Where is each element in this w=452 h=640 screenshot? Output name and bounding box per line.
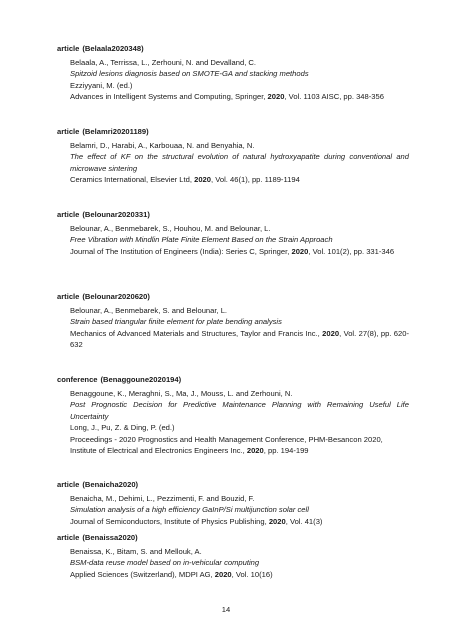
entry-year: 2020 bbox=[246, 446, 264, 456]
entry-type: article bbox=[57, 127, 80, 136]
entry-heading bbox=[57, 126, 409, 137]
entry-publication: Institute of Electrical and Electronics Engineers Inc., 2020, pp. 194-199 bbox=[70, 446, 309, 456]
entry-type: article bbox=[57, 480, 80, 489]
bib-entry bbox=[57, 126, 409, 186]
entry-title: The effect of KF on the structural evolution of natural hydroxyapatite during conventional and microwave sintering bbox=[70, 152, 409, 173]
entry-key: (Benaicha2020) bbox=[82, 480, 139, 489]
entry-editors: Ezziyyani, M. (ed.) bbox=[70, 80, 133, 90]
entry-heading bbox=[57, 532, 409, 543]
entry-title: Post Prognostic Decision for Predictive Maintenance Planning with Remaining Useful Life Uncertainty bbox=[70, 400, 409, 421]
entry-type: conference bbox=[57, 375, 98, 384]
entry-publication: Mechanics of Advanced Materials and Structures, Taylor and Francis Inc., 2020, Vol. 27(8), pp. 620-632 bbox=[70, 328, 410, 350]
entry-authors: Benaicha, M., Dehimi, L., Pezzimenti, F. and Bouzid, F. bbox=[70, 494, 255, 503]
entry-publication: Advances in Intelligent Systems and Computing, Springer, 2020, Vol. 1103 AISC, pp. 348-356 bbox=[70, 92, 384, 102]
bib-entry bbox=[57, 532, 409, 580]
bib-entry bbox=[57, 43, 409, 103]
entry-type: article bbox=[57, 292, 80, 301]
entry-type: article bbox=[57, 44, 80, 53]
entry-proceedings: Proceedings - 2020 Prognostics and Health Management Conference, PHM-Besancon 2020, bbox=[70, 434, 383, 444]
entry-title: BSM-data reuse model based on in-vehicular computing bbox=[70, 558, 260, 568]
bib-entry bbox=[57, 374, 409, 456]
entry-publication: Journal of Semiconductors, Institute of Physics Publishing, 2020, Vol. 41(3) bbox=[70, 516, 323, 526]
entry-type: article bbox=[57, 210, 80, 219]
entry-authors: Belounar, A., Benmebarek, S. and Belounar, L. bbox=[70, 306, 228, 315]
entry-key: (Belaala2020348) bbox=[82, 44, 144, 53]
entry-year: 2020 bbox=[214, 569, 232, 579]
entry-key: (Belounar2020620) bbox=[82, 292, 150, 301]
entry-year: 2020 bbox=[291, 246, 309, 256]
entry-authors: Belounar, A., Benmebarek, S., Houhou, M. and Belounar, L. bbox=[70, 224, 271, 233]
bib-entry bbox=[57, 209, 409, 257]
entry-key: (Belounar2020331) bbox=[82, 210, 150, 219]
entry-year: 2020 bbox=[322, 328, 340, 338]
entry-authors: Belamri, D., Harabi, A., Karbouaa, N. and Benyahia, N. bbox=[70, 141, 255, 150]
entry-key: (Benaissa2020) bbox=[82, 533, 138, 542]
entry-heading bbox=[57, 291, 409, 302]
entry-title: Free Vibration with Mindlin Plate Finite Element Based on the Strain Approach bbox=[70, 235, 333, 245]
entry-year: 2020 bbox=[194, 175, 211, 185]
entry-heading bbox=[57, 43, 409, 54]
entry-key: (Benaggoune2020194) bbox=[100, 375, 182, 384]
entry-type: article bbox=[57, 533, 80, 542]
entry-year: 2020 bbox=[268, 516, 286, 526]
bib-entry bbox=[57, 479, 409, 527]
entry-authors: Benaggoune, K., Meraghni, S., Ma, J., Mouss, L. and Zerhouni, N. bbox=[70, 389, 293, 398]
entry-editors: Long, J., Pu, Z. & Ding, P. (ed.) bbox=[70, 423, 175, 433]
entry-year: 2020 bbox=[267, 92, 285, 102]
entry-heading bbox=[57, 374, 409, 385]
entry-authors: Benaissa, K., Bitam, S. and Mellouk, A. bbox=[70, 547, 202, 556]
entry-publication: Journal of The Institution of Engineers (India): Series C, Springer, 2020, Vol. 101(2), pp. 331-346 bbox=[70, 246, 395, 256]
entry-heading bbox=[57, 209, 409, 220]
bib-entry bbox=[57, 291, 409, 351]
entry-title: Spitzoid lesions diagnosis based on SMOTE-GA and stacking methods bbox=[70, 69, 309, 79]
entry-publication: Applied Sciences (Switzerland), MDPI AG, 2020, Vol. 10(16) bbox=[70, 569, 273, 579]
entry-key: (Belamri20201189) bbox=[82, 127, 149, 136]
entry-title: Strain based triangular finite element for plate bending analysis bbox=[70, 317, 282, 327]
entry-authors: Belaala, A., Terrissa, L., Zerhouni, N. and Devalland, C. bbox=[70, 58, 257, 67]
entry-publication: Ceramics International, Elsevier Ltd, 2020, Vol. 46(1), pp. 1189-1194 bbox=[70, 175, 300, 185]
entry-heading bbox=[57, 479, 409, 490]
entry-title: Simulation analysis of a high efficiency GaInP/Si multijunction solar cell bbox=[70, 505, 309, 515]
page-number: 14 bbox=[221, 605, 231, 614]
